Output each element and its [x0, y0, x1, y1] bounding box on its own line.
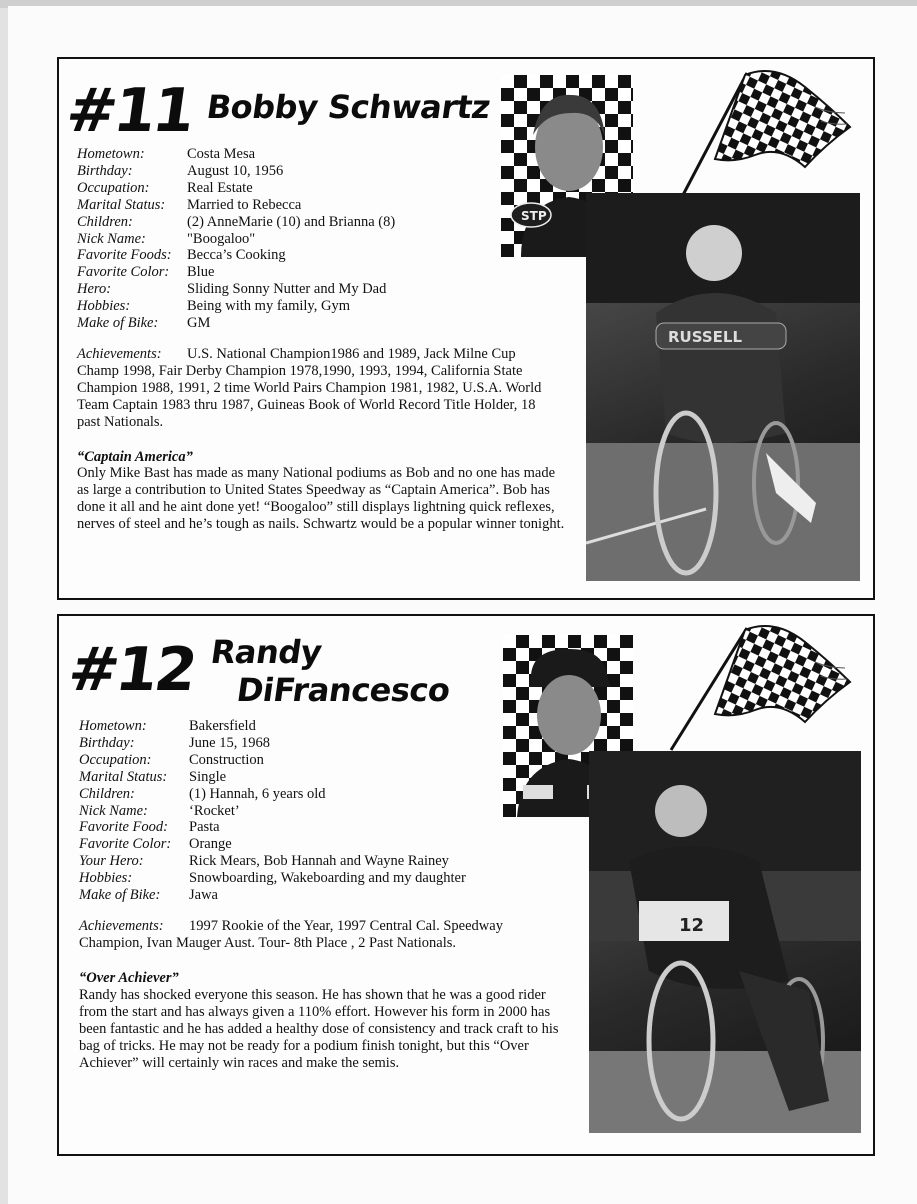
fact-value: (2) AnneMarie (10) and Brianna (8)	[187, 213, 396, 230]
achievements-text: U.S. National Champion1986 and 1989, Jack Milne Cup Champ 1998, Fair Derby Champion 1978,1990, 1993, 1994, California State Champion 1988, 1991, 2 time World Pairs Champion 1981, 1982, U.S.A. World Team Captain 1983 thru 1987, Guineas Book of World Record Title Holder, 18 past Nationals.	[77, 346, 542, 430]
fact-label: Marital Status:	[79, 768, 168, 785]
fact-row	[77, 163, 395, 180]
fact-label: Make of Bike:	[79, 887, 161, 904]
achievements-label: Achievements:	[77, 346, 162, 362]
fact-label: Favorite Color:	[79, 836, 172, 853]
rider-on-bike-figure	[589, 751, 861, 1133]
fact-label: Nick Name:	[77, 230, 146, 247]
fact-row	[77, 315, 395, 332]
fact-value: Being with my family, Gym	[187, 298, 350, 315]
checkered-flag-icon	[665, 622, 855, 752]
fact-label: Your Hero:	[79, 853, 144, 870]
fact-label: Favorite Food:	[79, 819, 168, 836]
fact-row	[77, 146, 395, 163]
rider-facts	[79, 718, 466, 904]
rider-name-first: Randy	[208, 633, 324, 671]
fact-value: (1) Hannah, 6 years old	[189, 785, 326, 802]
fact-value: Costa Mesa	[187, 146, 256, 162]
fact-row	[77, 197, 395, 214]
fact-value: GM	[187, 315, 211, 332]
fact-label: Hobbies:	[77, 298, 131, 315]
fact-row	[77, 298, 395, 315]
fact-value: Sliding Sonny Nutter and My Dad	[187, 281, 387, 298]
fact-label: Nick Name:	[79, 802, 148, 819]
rider-bio: Randy has shocked everyone this season. He has shown that he was a good rider from the start and has always given a 110% effort. However his form in 2000 has been fantastic and he has added a healthy dose of consistency and track craft to his bag of tricks. He may not be ready for a podium finish tonight, but this “Over Achiever” will certainly win races and make the semis.	[79, 987, 559, 1071]
fact-row	[79, 786, 466, 803]
fact-value: Becca’s Cooking	[187, 247, 286, 264]
fact-value: June 15, 1968	[189, 734, 270, 751]
fact-label: Children:	[79, 785, 135, 802]
fact-row	[79, 887, 466, 904]
fact-value: Pasta	[189, 819, 220, 836]
fact-label: Birthday:	[77, 162, 133, 179]
action-photo	[586, 193, 860, 581]
rider-facts	[77, 146, 395, 332]
fact-row	[77, 180, 395, 197]
fact-label: Hometown:	[79, 718, 147, 734]
fact-value: Snowboarding, Wakeboarding and my daughter	[189, 870, 466, 887]
fact-label: Favorite Foods:	[77, 247, 172, 264]
fact-label: Marital Status:	[77, 196, 166, 213]
fact-row	[77, 214, 395, 231]
bike-logo-text: RUSSELL	[668, 328, 743, 346]
fact-row	[77, 281, 395, 298]
fact-row	[79, 718, 466, 735]
fact-row	[79, 803, 466, 820]
checkered-flag-icon	[665, 67, 855, 197]
fact-value: Single	[189, 768, 227, 785]
fact-label: Favorite Color:	[77, 264, 170, 281]
fact-value: Blue	[187, 264, 215, 281]
fact-value: ‘Rocket’	[189, 802, 240, 819]
sponsor-logo-text: STP	[521, 209, 547, 223]
rider-name-last: DiFrancesco	[234, 671, 453, 709]
fact-value: "Boogaloo"	[187, 230, 256, 247]
achievements	[79, 918, 559, 952]
fact-row	[79, 836, 466, 853]
rider-card-12	[57, 614, 875, 1156]
fact-row	[79, 819, 466, 836]
rider-number: #12	[64, 635, 199, 705]
nickname-heading: “Captain America”	[77, 449, 193, 465]
fact-label: Occupation:	[79, 751, 152, 768]
achievements-text: 1997 Rookie of the Year, 1997 Central Cal. Speedway Champion, Ivan Mauger Aust. Tour- 8th Place , 2 Past Nationals.	[79, 918, 503, 951]
fact-label: Children:	[77, 213, 133, 230]
rider-card-11	[57, 57, 875, 600]
achievements-label: Achievements:	[79, 918, 164, 934]
fact-label: Birthday:	[79, 734, 135, 751]
fact-value: August 10, 1956	[187, 162, 284, 179]
fact-label: Hometown:	[77, 146, 145, 162]
fact-row	[79, 853, 466, 870]
fact-value: Orange	[189, 836, 232, 853]
fact-value: Construction	[189, 751, 264, 768]
fact-row	[79, 752, 466, 769]
nickname-heading: “Over Achiever”	[79, 970, 179, 986]
fact-value: Rick Mears, Bob Hannah and Wayne Rainey	[189, 853, 449, 870]
fact-value: Married to Rebecca	[187, 196, 302, 213]
fact-row	[77, 231, 395, 248]
fact-label: Hobbies:	[79, 870, 133, 887]
achievements	[77, 346, 557, 431]
fact-value: Real Estate	[187, 179, 253, 196]
fact-row	[79, 769, 466, 786]
fact-row	[77, 247, 395, 264]
fact-row	[77, 264, 395, 281]
fact-label: Make of Bike:	[77, 315, 159, 332]
fact-value: Bakersfield	[189, 718, 256, 734]
number-plate-text: 12	[679, 915, 705, 936]
rider-name: Bobby Schwartz	[204, 88, 493, 126]
action-photo	[589, 751, 861, 1133]
fact-label: Occupation:	[77, 179, 150, 196]
fact-value: Jawa	[189, 887, 218, 904]
fact-row	[79, 735, 466, 752]
rider-number: #11	[62, 76, 197, 146]
rider-bio: Only Mike Bast has made as many National podiums as Bob and no one has made as large a contribution to United States Speedway as “Captain America”. Bob has done it all and he aint done yet! “Boogaloo” still displays lightning quick reflexes, nerves of steel and he’s tough as nails. Schwartz would be a popular winner tonight.	[77, 465, 565, 532]
rider-on-bike-figure	[586, 193, 860, 581]
fact-row	[79, 870, 466, 887]
fact-label: Hero:	[77, 281, 112, 298]
